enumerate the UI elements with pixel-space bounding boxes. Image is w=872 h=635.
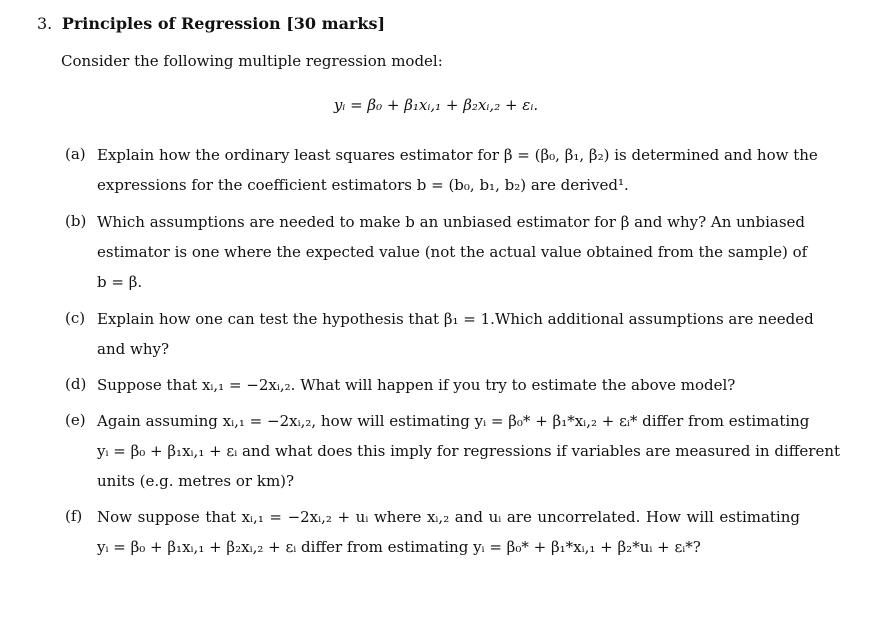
part-line: Explain how the ordinary least squares estimator for β = (β₀, β₁, β₂) is determined and how the xyxy=(97,146,818,164)
part-line: yᵢ = β₀ + β₁xᵢ,₁ + εᵢ and what does this imply for regressions if variables are measured in different xyxy=(97,442,841,460)
part-text xyxy=(97,507,800,567)
part-label: (c) xyxy=(65,309,86,327)
part-text xyxy=(97,212,808,302)
part-line: units (e.g. metres or km)? xyxy=(97,472,295,490)
part-line: Now suppose that xᵢ,₁ = −2xᵢ,₂ + uᵢ where xᵢ,₂ and uᵢ are uncorrelated. How will estimating xyxy=(97,508,800,526)
question-title: Principles of Regression [30 marks] xyxy=(61,14,386,33)
part-text xyxy=(97,375,800,405)
intro-text: Consider the following multiple regression model: xyxy=(61,52,443,70)
part-label: (a) xyxy=(65,145,86,163)
question-heading xyxy=(37,14,385,33)
part-line: yᵢ = β₀ + β₁xᵢ,₁ + β₂xᵢ,₂ + εᵢ differ from estimating yᵢ = β₀* + β₁*xᵢ,₁ + β₂*uᵢ + εᵢ*? xyxy=(97,538,701,556)
part-line: b = β. xyxy=(97,273,143,291)
part-text xyxy=(97,309,814,369)
part-line: and why? xyxy=(97,340,169,358)
part-label: (e) xyxy=(65,411,86,429)
part-line: Suppose that xᵢ,₁ = −2xᵢ,₂. What will happen if you try to estimate the above model? xyxy=(97,376,736,394)
question-number: 3. xyxy=(37,14,53,33)
part-label: (f) xyxy=(65,507,83,525)
part-text xyxy=(97,411,841,501)
part-line: Again assuming xᵢ,₁ = −2xᵢ,₂, how will estimating yᵢ = β₀* + β₁*xᵢ,₂ + εᵢ* differ from estimating xyxy=(97,412,810,430)
part-line: Explain how one can test the hypothesis that β₁ = 1.Which additional assumptions are needed xyxy=(97,310,814,328)
part-label: (d) xyxy=(65,375,87,393)
part-text xyxy=(97,145,818,205)
part-line: estimator is one where the expected value (not the actual value obtained from the sample) of xyxy=(97,243,808,261)
part-line: expressions for the coefficient estimators b = (b₀, b₁, b₂) are derived¹. xyxy=(97,176,629,194)
model-equation: yᵢ = β₀ + β₁xᵢ,₁ + β₂xᵢ,₂ + εᵢ. xyxy=(333,96,539,114)
part-line: Which assumptions are needed to make b an unbiased estimator for β and why? An unbiased xyxy=(97,213,805,231)
part-label: (b) xyxy=(65,212,87,230)
